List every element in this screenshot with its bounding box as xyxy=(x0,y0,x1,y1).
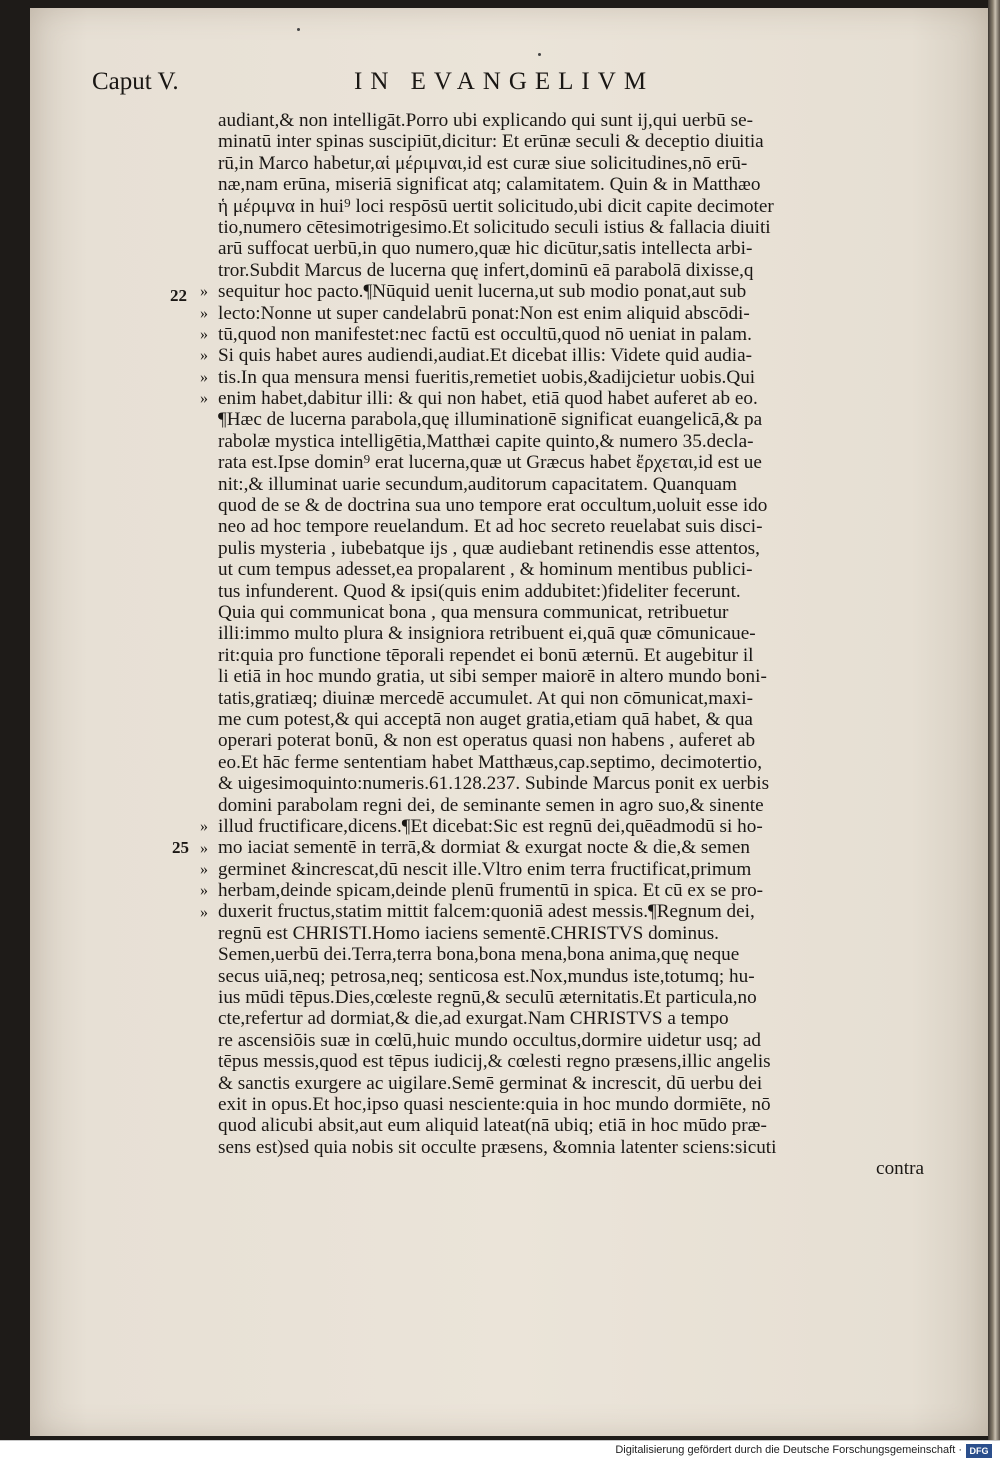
margin-quote-mark: » xyxy=(200,818,208,836)
text-line: tror.Subdit Marcus de lucerna quę infert,dominū eā parabolā dixisse,q xyxy=(218,259,754,281)
text-line: næ,nam erūna, miseriā significat atq; calamitatem. Quin & in Matthæo xyxy=(218,174,761,196)
text-line: ¶Hæc de lucerna parabola,quę illuminationē significat euangelicā,& pa xyxy=(218,409,763,431)
ink-speck xyxy=(297,28,300,31)
text-line: pulis mysteria , iubebatque ijs , quæ audiebant retinendis esse attentos, xyxy=(218,537,760,559)
page-header xyxy=(92,68,752,108)
text-line: sequitur hoc pacto.¶Nūquid uenit lucerna,ut sub modio ponat,aut sub xyxy=(218,281,747,303)
text-line: me cum potest,& qui acceptā non auget gratia,etiam quā habet, & qua xyxy=(218,708,753,730)
dfg-logo: DFG xyxy=(966,1444,992,1458)
text-line: tatis,gratiæq; diuinæ mercedē accumulet. At qui non cōmunicat,maxi- xyxy=(218,687,753,709)
margin-quote-mark: » xyxy=(200,390,208,408)
text-line: rit:quia pro functione tēporali rependet ei bonū æternū. Et augebitur il xyxy=(218,644,754,666)
page-edge xyxy=(988,0,1000,1440)
text-line: re ascensiōis suæ in cœlū,huic mundo occultus,dormire uidetur usq; ad xyxy=(218,1029,762,1051)
text-line: germinet &increscat,dū nescit ille.Vltro enim terra fructificat,primum xyxy=(218,858,752,880)
body-text xyxy=(218,110,924,1180)
text-line: eo.Et hāc ferme sententiam habet Matthæus,cap.septimo, decimotertio, xyxy=(218,751,763,773)
margin-number: 22 xyxy=(170,286,187,305)
text-line: neo ad hoc tempore reuelandum. Et ad hoc secreto reuelabat suis disci- xyxy=(218,516,763,538)
text-line: tio,numero cētesimotrigesimo.Et solicitudo seculi istius & fallacia diuiti xyxy=(218,216,771,238)
text-line: minatū inter spinas suscipiūt,dicitur: Et erūnæ seculi & deceptio diuitia xyxy=(218,131,764,153)
text-line: tis.In qua mensura mensi fueritis,remetiet uobis,&adijcietur uobis.Qui xyxy=(218,366,756,388)
running-title: IN EVANGELIVM xyxy=(354,68,655,95)
text-line: nit:,& illuminat uarie secundum,auditorum capacitatem. Quanquam xyxy=(218,473,737,495)
text-line: Quia qui communicat bona , qua mensura communicat, retribuetur xyxy=(218,601,729,623)
text-line: illi:immo multo plura & insigniora retribuent ei,quā quæ cōmunicaue- xyxy=(218,623,756,645)
text-line: herbam,deinde spicam,deinde plenū frumentū in spica. Et cū ex se pro- xyxy=(218,880,764,902)
text-line: Si quis habet aures audiendi,audiat.Et dicebat illis: Videte quid audia- xyxy=(218,345,753,367)
chapter-label: Caput V. xyxy=(92,68,179,95)
text-line: enim habet,dabitur illi: & qui non habet, etiā quod habet auferet ab eo. xyxy=(218,388,758,410)
margin-quote-mark: » xyxy=(200,368,208,386)
text-line: ἡ μέριμνα in hui⁹ loci respōsū uertit solicitudo,ubi dicit capite decimoter xyxy=(218,195,774,217)
text-line: li etiā in hoc mundo gratia, ut sibi semper maiorē in altero mundo boni- xyxy=(218,666,767,688)
text-line: illud fructificare,dicens.¶Et dicebat:Sic est regnū dei,quēadmodū si ho- xyxy=(218,815,763,837)
text-line: rū,in Marco habetur,αἱ μέριμναι,id est curæ siue solicitudines,nō erū- xyxy=(218,152,748,174)
text-line: domini parabolam regni dei, de seminante semen in agro suo,& sinente xyxy=(218,794,764,816)
text-line: quod de se & de doctrina sua uno tempore erat occultum,uoluit esse ido xyxy=(218,495,768,517)
funding-credit: Digitalisierung gefördert durch die Deutsche Forschungsgemeinschaft · xyxy=(615,1444,962,1456)
margin-quote-mark: » xyxy=(200,903,208,921)
text-line: Semen,uerbū dei.Terra,terra bona,bona mena,bona anima,quę neque xyxy=(218,944,740,966)
margin-quote-mark: » xyxy=(200,326,208,343)
ink-speck xyxy=(538,53,541,56)
text-line: exit in opus.Et hoc,ipso quasi nesciente:quia in hoc mundo dormiēte, nō xyxy=(218,1093,771,1115)
text-line: ius mūdi tēpus.Dies,cœleste regnū,& seculū æternitatis.Et particula,no xyxy=(218,987,757,1009)
margin-quote-mark: » xyxy=(200,861,208,878)
text-line: & sanctis exurgere ac uigilare.Semē germinat & increscit, dū uerbu dei xyxy=(218,1072,763,1094)
margin-quote-mark: » xyxy=(200,839,208,857)
footer-bar xyxy=(0,1440,1000,1463)
text-line: tēpus messis,quod est tēpus iudicij,& cœlesti regno præsens,illic angelis xyxy=(218,1051,771,1073)
text-line: lecto:Nonne ut super candelabrū ponat:Non est enim aliquid abscōdi- xyxy=(218,302,750,324)
text-line: tū,quod non manifestet:nec factū est occultū,quod nō ueniat in palam. xyxy=(218,323,752,345)
text-line: mo iaciat sementē in terrā,& dormiat & exurgat nocte & die,& semen xyxy=(218,837,750,859)
text-line: rata est.Ipse domin⁹ erat lucerna,quæ ut Græcus habet ἔρχεται,id est ue xyxy=(218,452,762,474)
text-line: audiant,& non intelligāt.Porro ubi explicando qui sunt ij,qui uerbū se- xyxy=(218,110,754,131)
text-line: quod alicubi absit,aut eum aliquid lateat(nā ubiq; etiā in hoc mūdo præ- xyxy=(218,1115,767,1137)
margin-quote-mark: » xyxy=(200,347,208,365)
margin-quote-mark: » xyxy=(200,304,208,322)
text-line: & uigesimoquinto:numeris.61.128.237. Subinde Marcus ponit ex uerbis xyxy=(218,773,770,795)
margin-number: 25 xyxy=(172,838,189,857)
text-line: operari poterat bonū, & non est operatus quasi non habens , auferet ab xyxy=(218,730,756,752)
text-line: rabolæ mystica intelligētia,Matthæi capite quinto,& numero 35.decla- xyxy=(218,430,754,452)
text-line: cte,refertur ad dormiat,& die,ad exurgat.Nam CHRISTVS a tempo xyxy=(218,1008,729,1030)
text-line: ut cum tempus adesset,ea propalarent , & hominum mentibus publici- xyxy=(218,559,753,581)
text-line: duxerit fructus,statim mittit falcem:quoniā adest messis.¶Regnum dei, xyxy=(218,901,755,923)
text-line: regnū est CHRISTI.Homo iaciens sementē.CHRISTVS dominus. xyxy=(218,922,719,944)
text-line: arū suffocat uerbū,in quo numero,quæ hic dicūtur,satis intellecta arbi- xyxy=(218,238,753,260)
text-line: tus infunderent. Quod & ipsi(quis enim addubitet:)fideliter fecerunt. xyxy=(218,580,741,602)
margin-quote-mark: » xyxy=(200,283,208,301)
text-line: sens est)sed quia nobis sit occulte præsens, &omnia latenter sciens:sicuti xyxy=(218,1136,777,1158)
margin-quote-mark: » xyxy=(200,882,208,900)
text-line: secus uiā,neq; petrosa,neq; senticosa est.Nox,mundus iste,totumq; hu- xyxy=(218,965,755,987)
text-line: contra xyxy=(876,1158,924,1180)
